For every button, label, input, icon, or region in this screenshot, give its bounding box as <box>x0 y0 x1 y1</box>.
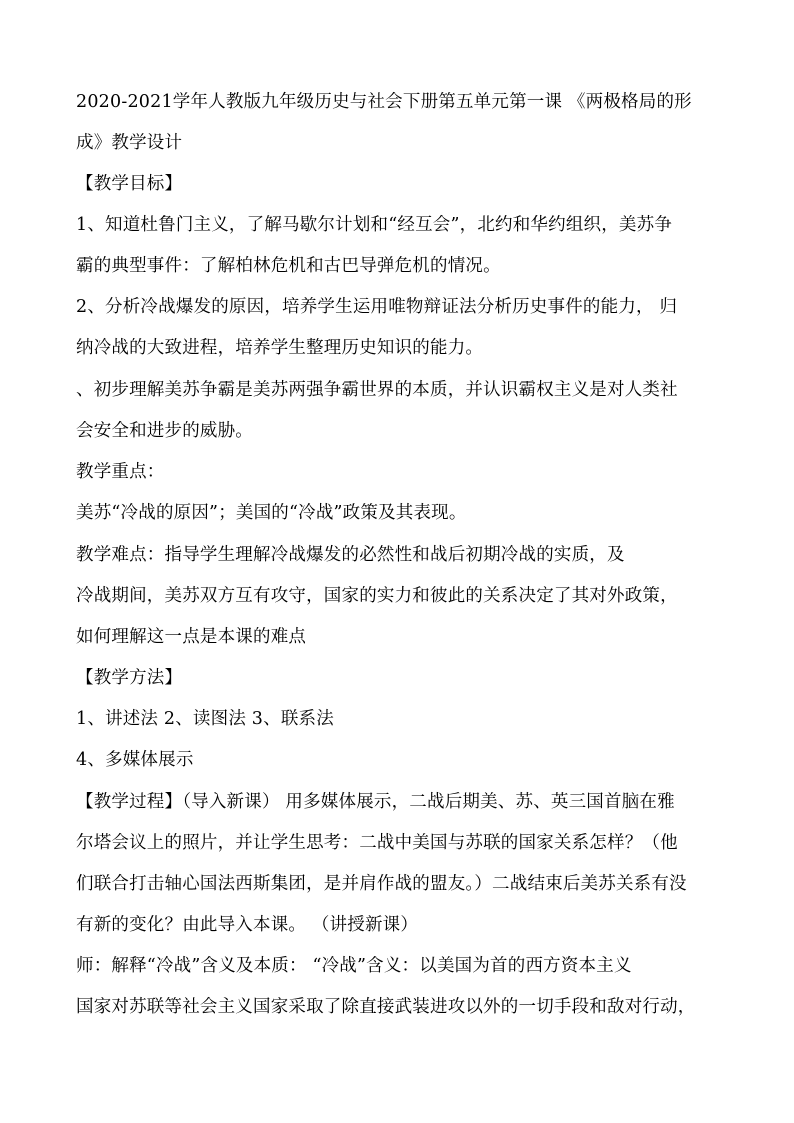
paragraph-line: 1、讲述法 2、读图法 3、联系法 <box>76 709 334 729</box>
paragraph-line: 尔塔会议上的照片，并让学生思考：二战中美国与苏联的国家关系怎样？（他 <box>76 833 678 853</box>
paragraph-line: 纳冷战的大致进程，培养学生整理历史知识的能力。 <box>76 338 484 358</box>
title-line-1: 2020-2021学年人教版九年级历史与社会下册第五单元第一课 《两极格局的形 <box>76 92 692 112</box>
paragraph-line: 4、多媒体展示 <box>76 750 194 770</box>
section-heading-key-points: 教学重点： <box>76 462 165 482</box>
paragraph-line: 教学难点：指导学生理解冷战爆发的必然性和战后初期冷战的实质，及 <box>76 545 625 565</box>
section-heading-objectives: 【教学目标】 <box>76 174 183 194</box>
paragraph-line: 、初步理解美苏争霸是美苏两强争霸世界的本质，并认识霸权主义是对人类社 <box>76 380 678 400</box>
paragraph-line: 2、分析冷战爆发的原因，培养学生运用唯物辩证法分析历史事件的能力， 归 <box>76 297 678 317</box>
paragraph-line: 国家对苏联等社会主义国家采取了除直接武装进攻以外的一切手段和敌对行动， <box>76 997 696 1017</box>
paragraph-line: 霸的典型事件：了解柏林危机和古巴导弹危机的情况。 <box>76 256 501 276</box>
paragraph-line: 师：解释“冷战”含义及本质： “冷战”含义：以美国为首的西方资本主义 <box>76 956 632 976</box>
section-heading-methods: 【教学方法】 <box>76 668 183 688</box>
title-line-2: 成》教学设计 <box>76 133 183 153</box>
section-heading-process: 【教学过程】（导入新课） 用多媒体展示，二战后期美、苏、英三国首脑在雅 <box>76 792 675 812</box>
paragraph-line: 们联合打击轴心国法西斯集团，是并肩作战的盟友。）二战结束后美苏关系有没 <box>76 874 687 894</box>
paragraph-line: 美苏“冷战的原因”；美国的“冷战”政策及其表现。 <box>76 503 467 523</box>
paragraph-line: 会安全和进步的威胁。 <box>76 421 253 441</box>
paragraph-line: 1、知道杜鲁门主义，了解马歇尔计划和“经互会”，北约和华约组织，美苏争 <box>76 215 673 235</box>
paragraph-line: 冷战期间，美苏双方互有攻守，国家的实力和彼此的关系决定了其对外政策， <box>76 586 678 606</box>
paragraph-line: 有新的变化？由此导入本课。 （讲授新课） <box>76 915 419 935</box>
paragraph-line: 如何理解这一点是本课的难点 <box>76 627 307 647</box>
